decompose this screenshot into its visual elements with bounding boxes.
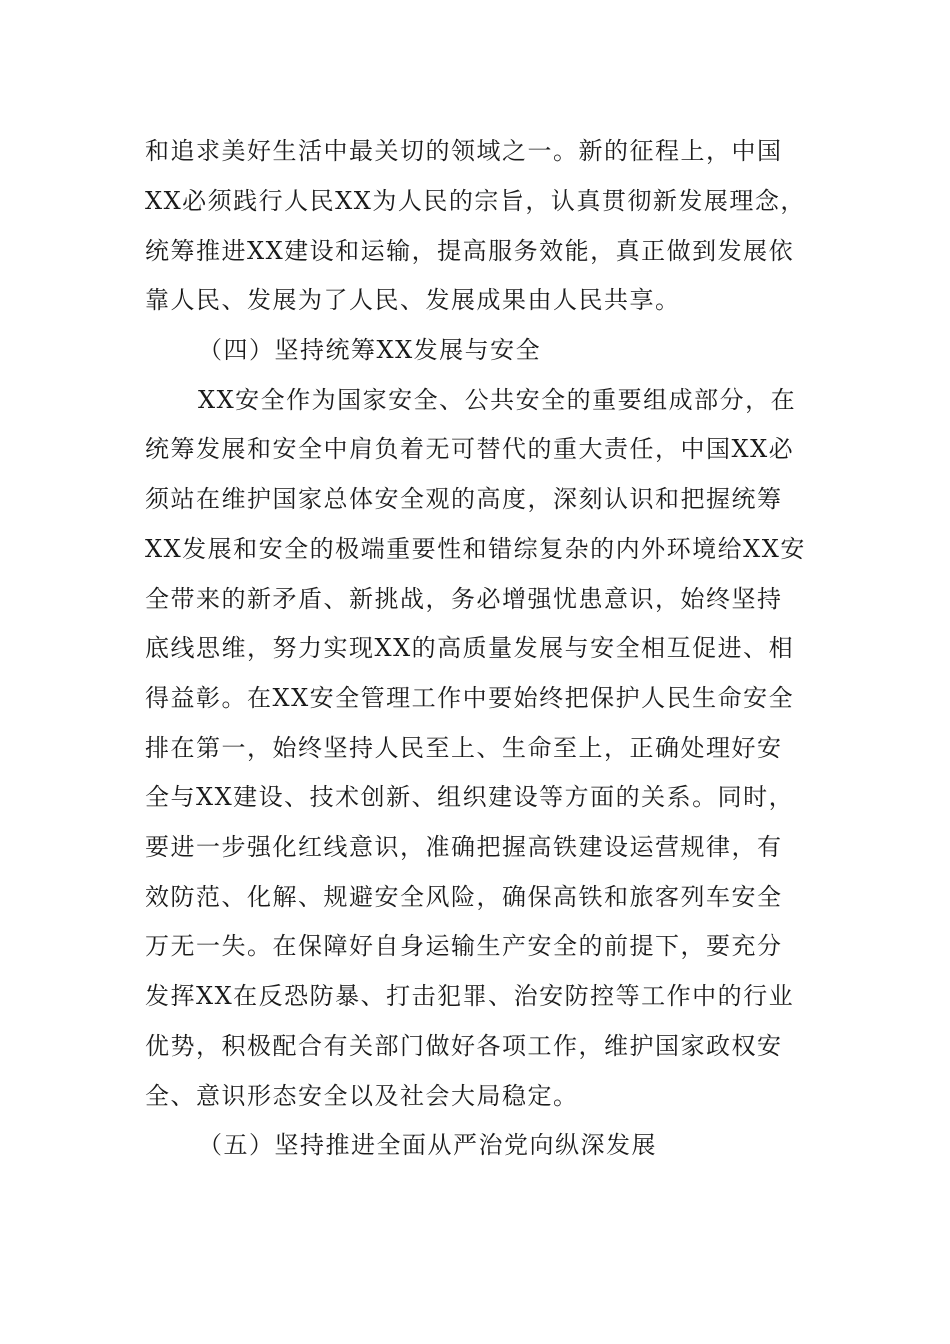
body-text-line: 排在第一，始终坚持人民至上、生命至上，正确处理好安 bbox=[145, 734, 783, 762]
body-text-line: 须站在维护国家总体安全观的高度，深刻认识和把握统筹 bbox=[145, 485, 783, 513]
body-text-line: XX发展和安全的极端重要性和错综复杂的内外环境给XX安 bbox=[145, 535, 806, 563]
body-text-line: 万无一失。在保障好自身运输生产安全的前提下，要充分 bbox=[145, 932, 783, 960]
body-text-line: 全、意识形态安全以及社会大局稳定。 bbox=[145, 1082, 579, 1110]
body-text-line: 全与XX建设、技术创新、组织建设等方面的关系。同时， bbox=[145, 783, 795, 811]
section-heading: （五）坚持推进全面从严治党向纵深发展 bbox=[198, 1131, 657, 1159]
body-text-line: 得益彰。在XX安全管理工作中要始终把保护人民生命安全 bbox=[145, 684, 795, 712]
body-text-line: 全带来的新矛盾、新挑战，务必增强忧患意识，始终坚持 bbox=[145, 585, 783, 613]
body-text-line: 统筹推进XX建设和运输，提高服务效能，真正做到发展依 bbox=[145, 237, 795, 265]
section-heading: （四）坚持统筹XX发展与安全 bbox=[198, 336, 542, 364]
body-text-line: 效防范、化解、规避安全风险，确保高铁和旅客列车安全 bbox=[145, 883, 783, 911]
body-text-line: 和追求美好生活中最关切的领域之一。新的征程上，中国 bbox=[145, 137, 783, 165]
body-text-line: 要进一步强化红线意识，准确把握高铁建设运营规律，有 bbox=[145, 833, 783, 861]
body-text-line: 底线思维，努力实现XX的高质量发展与安全相互促进、相 bbox=[145, 634, 795, 662]
body-text-line: 统筹发展和安全中肩负着无可替代的重大责任，中国XX必 bbox=[145, 435, 795, 463]
body-text-line: XX必须践行人民XX为人民的宗旨，认真贯彻新发展理念， bbox=[145, 187, 806, 215]
body-text-line: XX安全作为国家安全、公共安全的重要组成部分，在 bbox=[198, 386, 797, 414]
body-text-line: 优势，积极配合有关部门做好各项工作，维护国家政权安 bbox=[145, 1032, 783, 1060]
body-text-line: 靠人民、发展为了人民、发展成果由人民共享。 bbox=[145, 286, 681, 314]
body-text-line: 发挥XX在反恐防暴、打击犯罪、治安防控等工作中的行业 bbox=[145, 982, 795, 1010]
